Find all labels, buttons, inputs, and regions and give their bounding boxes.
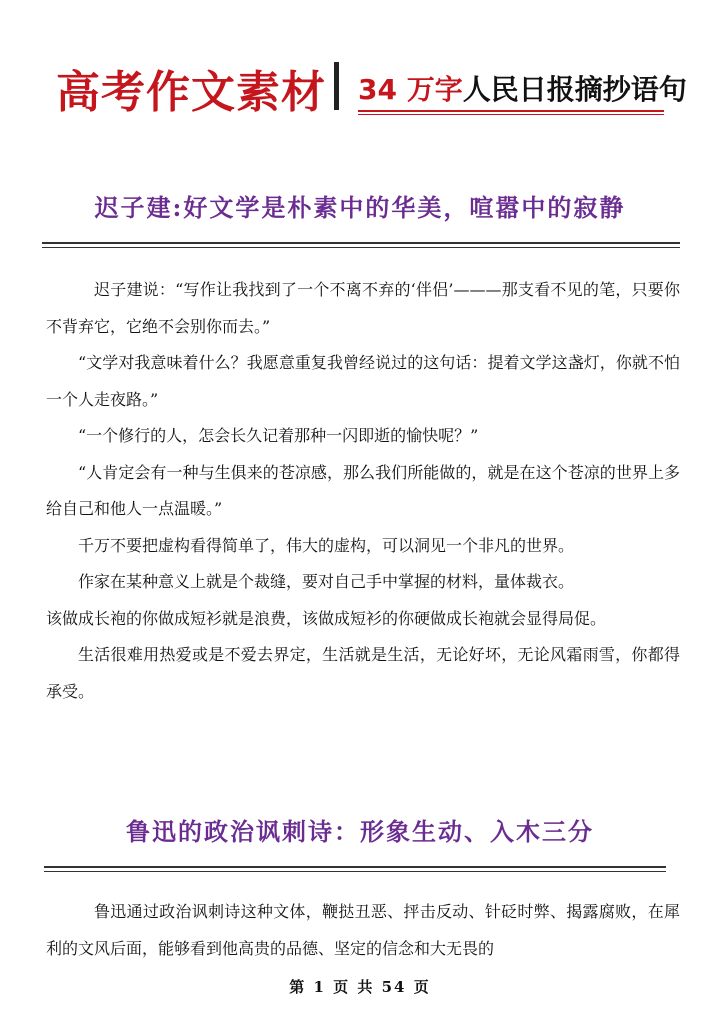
paragraph: 生活很难用热爱或是不爱去界定，生活就是生活，无论好坏，无论风霜雨雪，你都得承受。 [46,645,680,701]
page-number: 第 1 页 共 54 页 [289,978,431,996]
section-title-1: 迟子建:好文学是朴素中的华美，喧嚣中的寂静 [94,193,626,222]
section-body-2 [46,894,680,967]
paragraph: 迟子建说：“写作让我找到了一个不离不弃的‘伴侣’———那支看不见的笔，只要你不背弃它，它绝不会别你而去。” [46,280,680,336]
section-divider-2 [44,866,666,872]
paragraph: 鲁迅通过政治讽刺诗这种文体，鞭挞丑恶、抨击反动、针砭时弊、揭露腐败，在犀利的文风后面，能够看到他高贵的品德、坚定的信念和大无畏的 [46,902,680,958]
paragraph: 该做成长袍的你做成短衫就是浪费，该做成短衫的你硬做成长袍就会显得局促。 [46,608,607,628]
header-main-title: 高考作文素材 [56,67,326,118]
document-header [0,52,720,122]
paragraph: 千万不要把虚构看得简单了，伟大的虚构，可以洞见一个非凡的世界。 [78,535,575,555]
header-subtitle-underline [358,110,664,115]
section-title-2: 鲁迅的政治讽刺诗：形象生动、入木三分 [126,817,594,846]
header-subtitle [358,68,687,108]
section-body-1 [46,272,680,710]
header-subtitle-text: 人民日报摘抄语句 [462,73,687,106]
header-subtitle-count: 34 万字 [358,73,463,106]
paragraph: “人肯定会有一种与生俱来的苍凉感，那么我们所能做的，就是在这个苍凉的世界上多给自己和他人一点温暖。” [46,462,680,518]
section-divider-1 [42,242,680,248]
paragraph: “一个修行的人，怎会长久记着那种一闪即逝的愉快呢？” [78,426,479,445]
header-divider [334,62,339,110]
paragraph: “文学对我意味着什么？我愿意重复我曾经说过的这句话：提着文学这盏灯，你就不怕一个人走夜路。” [46,353,680,409]
paragraph: 作家在某种意义上就是个裁缝，要对自己手中掌握的材料，量体裁衣。 [78,572,575,591]
